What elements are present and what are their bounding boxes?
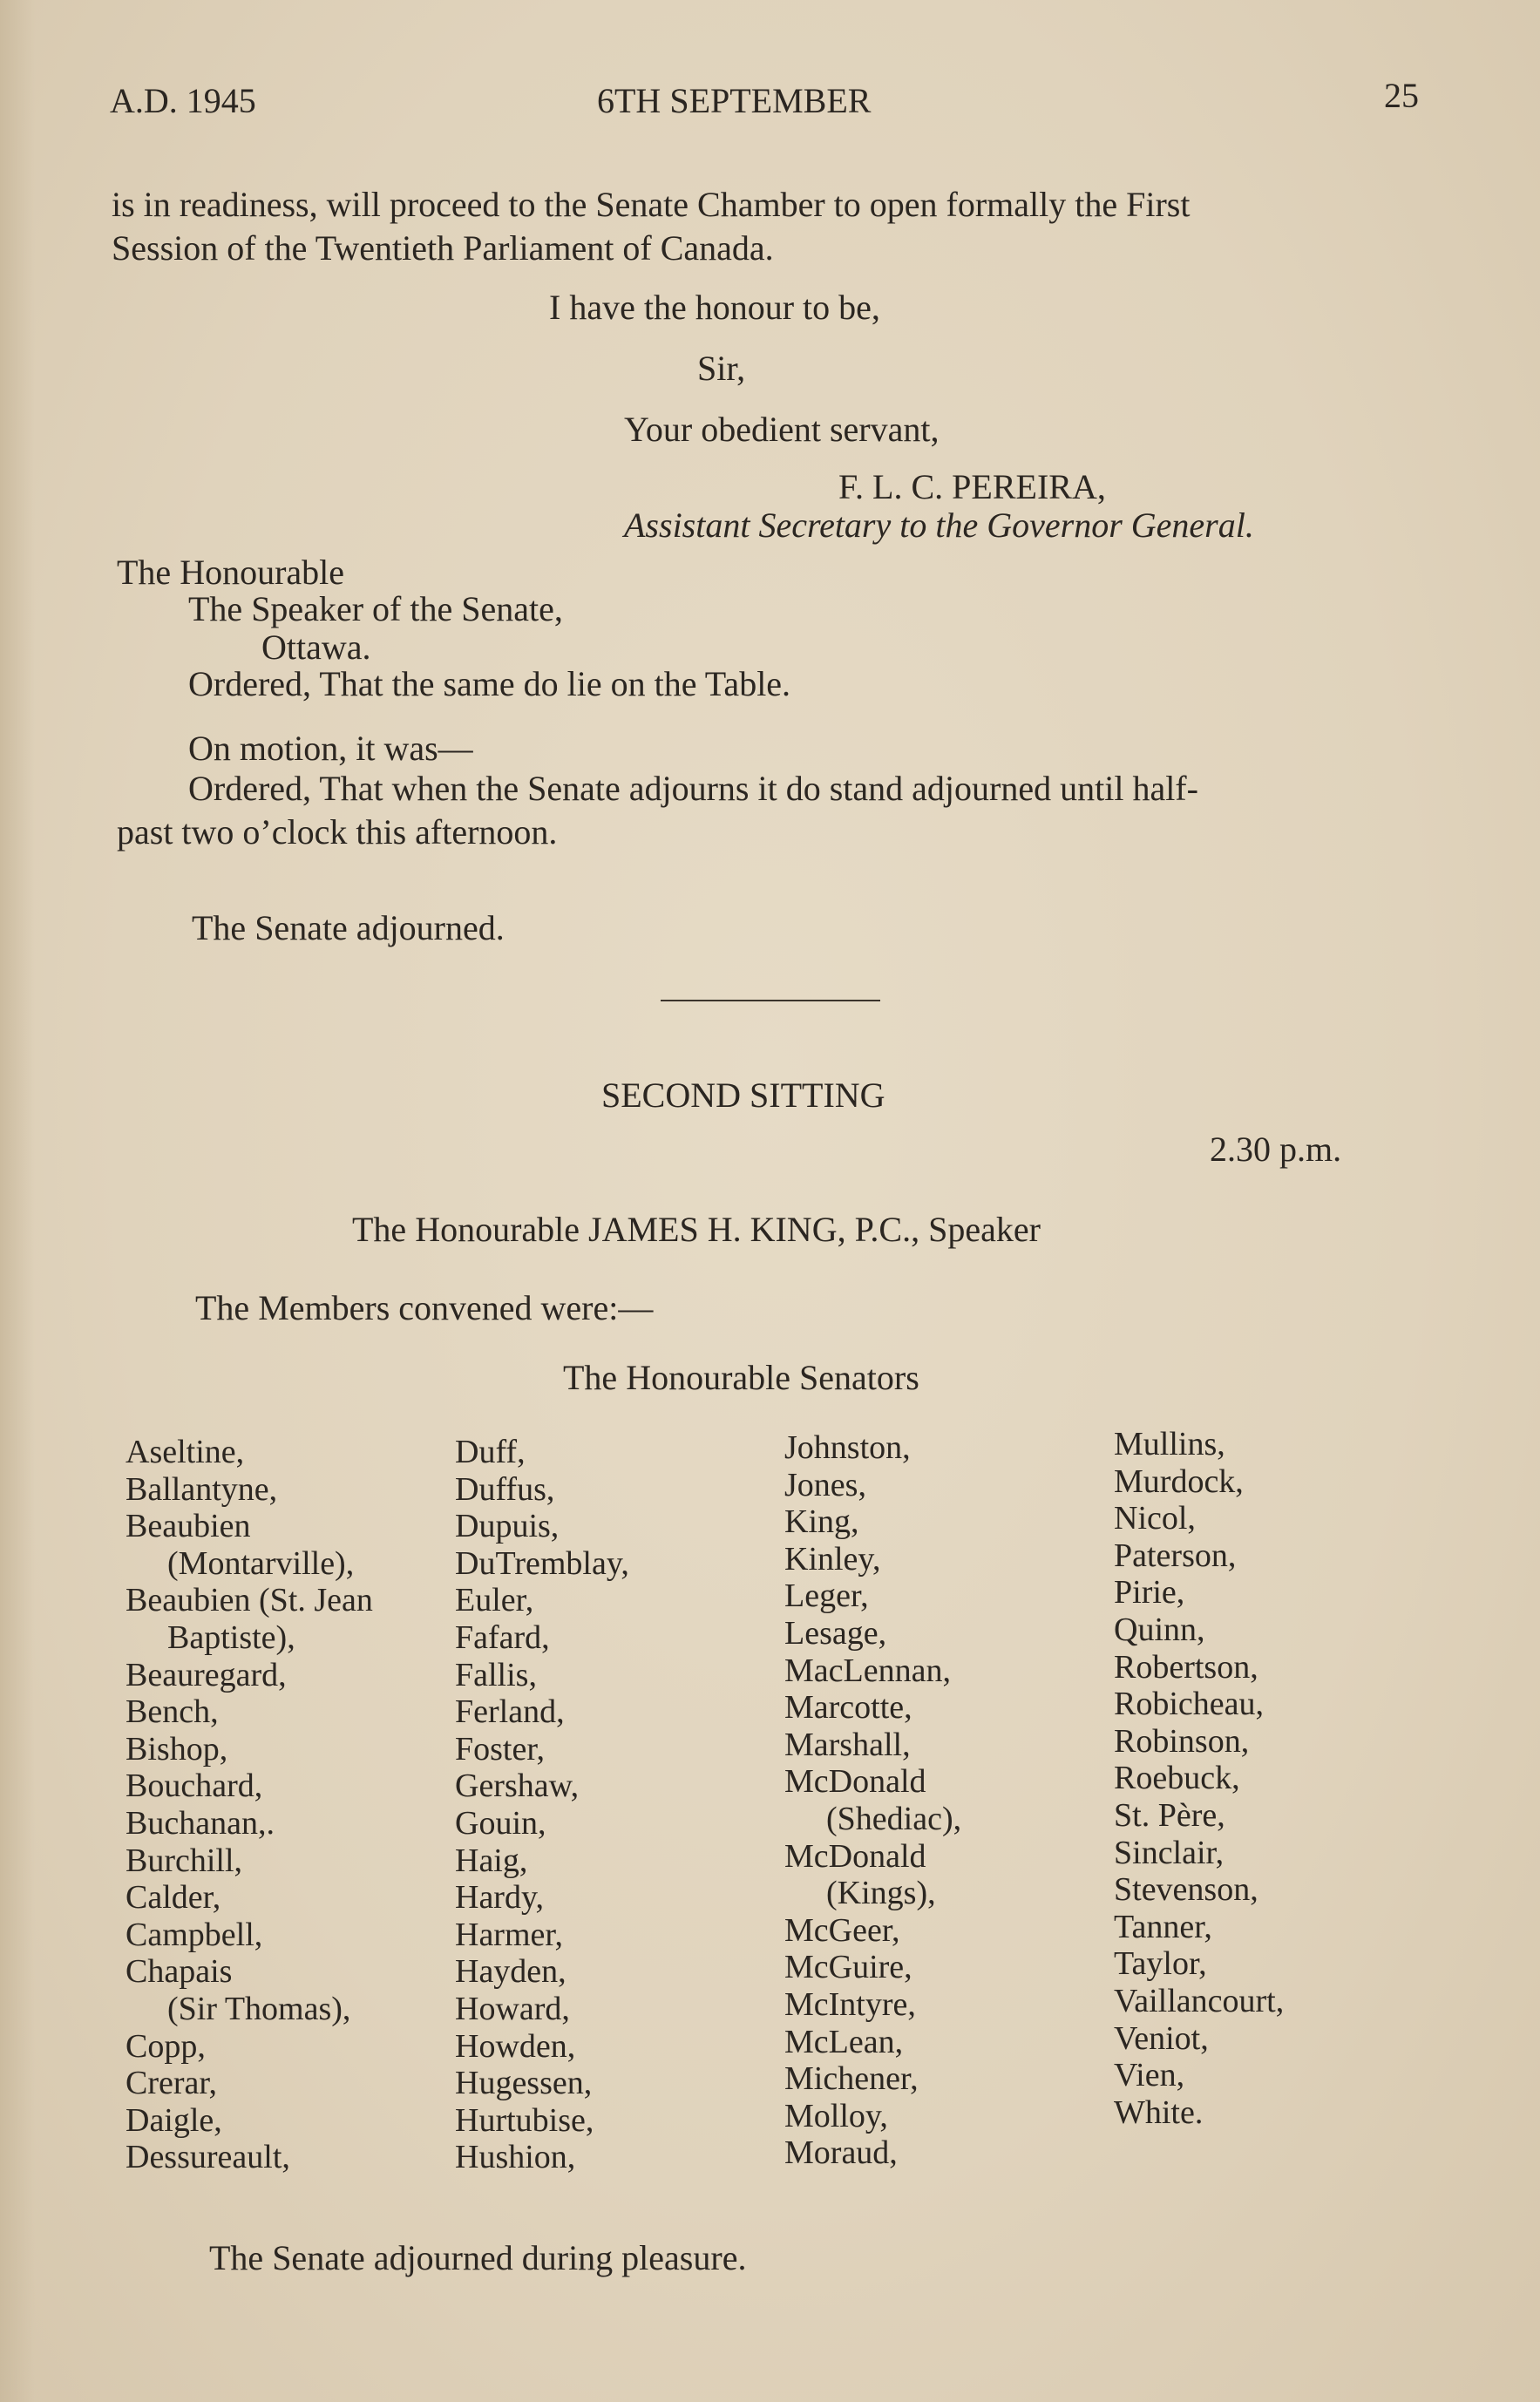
letter-closing-1: I have the honour to be, (549, 288, 880, 327)
senator-name: St. Père, (1114, 1796, 1225, 1834)
senator-name: Baptiste), (167, 1618, 295, 1656)
letter-closing-3: Your obedient servant, (624, 410, 940, 449)
senator-name: Dessureault, (126, 2139, 290, 2176)
letter-signature: F. L. C. PEREIRA, (838, 467, 1106, 506)
senator-name: Taylor, (1114, 1945, 1207, 1983)
senator-name: Dupuis, (455, 1508, 560, 1545)
address-line-2: The Speaker of the Senate, (188, 589, 563, 628)
section-divider (661, 1000, 880, 1001)
senator-name: Crerar, (126, 2065, 218, 2102)
senator-name: Pirie, (1114, 1574, 1185, 1612)
members-intro: The Members convened were:— (195, 1288, 654, 1327)
page-edge-shadow (0, 0, 35, 2402)
senator-name: Moraud, (784, 2134, 898, 2172)
senator-name: Kinley, (784, 1540, 881, 1578)
senator-name: McIntyre, (784, 1985, 916, 2023)
senator-name: McGeer, (784, 1911, 900, 1949)
senator-name: Paterson, (1114, 1537, 1237, 1574)
header-date: 6TH SEPTEMBER (597, 81, 872, 120)
senator-name: Daigle, (126, 2101, 222, 2139)
senator-name: Hardy, (455, 1879, 544, 1917)
senator-name: Hushion, (455, 2139, 576, 2176)
senator-name: (Shediac), (826, 1800, 962, 1837)
senators-column-4 (1114, 1426, 1284, 2131)
senator-name: McDonald (784, 1837, 926, 1875)
senators-column-2 (455, 1434, 629, 2176)
senator-name: Aseltine, (126, 1434, 245, 1470)
senator-name: Duff, (455, 1434, 526, 1470)
senator-name: Sinclair, (1114, 1834, 1225, 1871)
speaker-line: The Honourable JAMES H. KING, P.C., Speaker (352, 1210, 1041, 1249)
senator-name: Bouchard, (126, 1768, 263, 1805)
senator-name: Haig, (455, 1842, 528, 1879)
letter-line-1: is in readiness, will proceed to the Senate Chamber to open formally the First (112, 185, 1191, 224)
senator-name: Beaubien (126, 1508, 251, 1545)
letter-line-2: Session of the Twentieth Parliament of Canada. (112, 228, 774, 268)
senator-name: King, (784, 1503, 859, 1541)
senator-name: Robertson, (1114, 1648, 1258, 1686)
on-motion: On motion, it was— (188, 729, 473, 768)
senator-name: Tanner, (1114, 1908, 1212, 1945)
senator-name: Vien, (1114, 2057, 1185, 2094)
senator-name: Marcotte, (784, 1689, 912, 1727)
senators-heading: The Honourable Senators (563, 1358, 919, 1397)
senator-name: Harmer, (455, 1916, 564, 1953)
senator-name: McDonald (784, 1763, 926, 1801)
senator-name: Copp, (126, 2027, 206, 2065)
senator-name: (Montarville), (167, 1544, 355, 1582)
senator-name: Chapais (126, 1953, 233, 1991)
senator-name: DuTremblay, (455, 1544, 629, 1582)
senators-column-3 (784, 1429, 961, 2172)
senator-name: Lesage, (784, 1614, 887, 1652)
senator-name: Ballantyne, (126, 1470, 278, 1508)
letter-signature-title: Assistant Secretary to the Governor General. (624, 506, 1254, 545)
senator-name: Jones, (784, 1466, 866, 1503)
senator-name: Veniot, (1114, 2019, 1209, 2057)
senator-name: Vaillancourt, (1114, 1982, 1285, 2019)
senator-name: Marshall, (784, 1726, 911, 1763)
senator-name: Foster, (455, 1730, 545, 1768)
letter-closing-2: Sir, (697, 349, 746, 388)
senator-name: Howard, (455, 1990, 570, 2027)
senator-name: Leger, (784, 1578, 869, 1615)
senator-name: Bishop, (126, 1730, 228, 1768)
senator-name: Mullins, (1114, 1426, 1225, 1462)
senator-name: Duffus, (455, 1470, 555, 1508)
senator-name: MacLennan, (784, 1652, 951, 1689)
senator-name: Quinn, (1114, 1611, 1205, 1648)
senator-name: (Kings), (826, 1875, 936, 1912)
senator-name: Hugessen, (455, 2065, 593, 2102)
senate-adjourned: The Senate adjourned. (192, 908, 505, 947)
senator-name: McGuire, (784, 1949, 912, 1986)
senators-column-1 (126, 1434, 373, 2176)
senator-name: Gershaw, (455, 1768, 580, 1805)
senator-name: Howden, (455, 2027, 576, 2065)
senator-name: Nicol, (1114, 1500, 1196, 1537)
address-line-3: Ottawa. (261, 628, 371, 667)
senator-name: White. (1114, 2093, 1204, 2131)
sitting-time: 2.30 p.m. (1210, 1130, 1342, 1169)
senator-name: Buchanan,. (126, 1804, 275, 1842)
senator-name: Murdock, (1114, 1462, 1244, 1500)
address-line-1: The Honourable (117, 553, 345, 592)
ordered-adjourn-line-2: past two o’clock this afternoon. (117, 812, 558, 852)
senator-name: (Sir Thomas), (167, 1990, 351, 2027)
senator-name: Hurtubise, (455, 2101, 594, 2139)
adjourned-during-pleasure: The Senate adjourned during pleasure. (209, 2238, 747, 2277)
senator-name: Stevenson, (1114, 1871, 1258, 1909)
senator-name: Beauregard, (126, 1656, 287, 1693)
second-sitting-title: SECOND SITTING (601, 1075, 885, 1115)
senator-name: Johnston, (784, 1429, 911, 1466)
senator-name: Campbell, (126, 1916, 263, 1953)
senator-name: Roebuck, (1114, 1760, 1240, 1797)
ordered-table: Ordered, That the same do lie on the Table. (188, 664, 791, 703)
senator-name: Robicheau, (1114, 1686, 1265, 1723)
senator-name: Fafard, (455, 1618, 550, 1656)
senator-name: Bench, (126, 1693, 219, 1731)
senator-name: McLean, (784, 2023, 904, 2060)
senator-name: Calder, (126, 1879, 221, 1917)
senator-name: Ferland, (455, 1693, 565, 1731)
ordered-adjourn-line-1: Ordered, That when the Senate adjourns it do stand adjourned until half- (188, 769, 1198, 808)
senator-name: Molloy, (784, 2097, 888, 2134)
senator-name: Fallis, (455, 1656, 537, 1693)
senator-name: Burchill, (126, 1842, 243, 1879)
senator-name: Gouin, (455, 1804, 546, 1842)
senator-name: Euler, (455, 1582, 534, 1619)
senator-name: Michener, (784, 2060, 919, 2098)
header-year: A.D. 1945 (110, 81, 256, 120)
senator-name: Hayden, (455, 1953, 566, 1991)
page-number: 25 (1384, 76, 1419, 115)
senator-name: Beaubien (St. Jean (126, 1582, 373, 1619)
senator-name: Robinson, (1114, 1722, 1250, 1760)
